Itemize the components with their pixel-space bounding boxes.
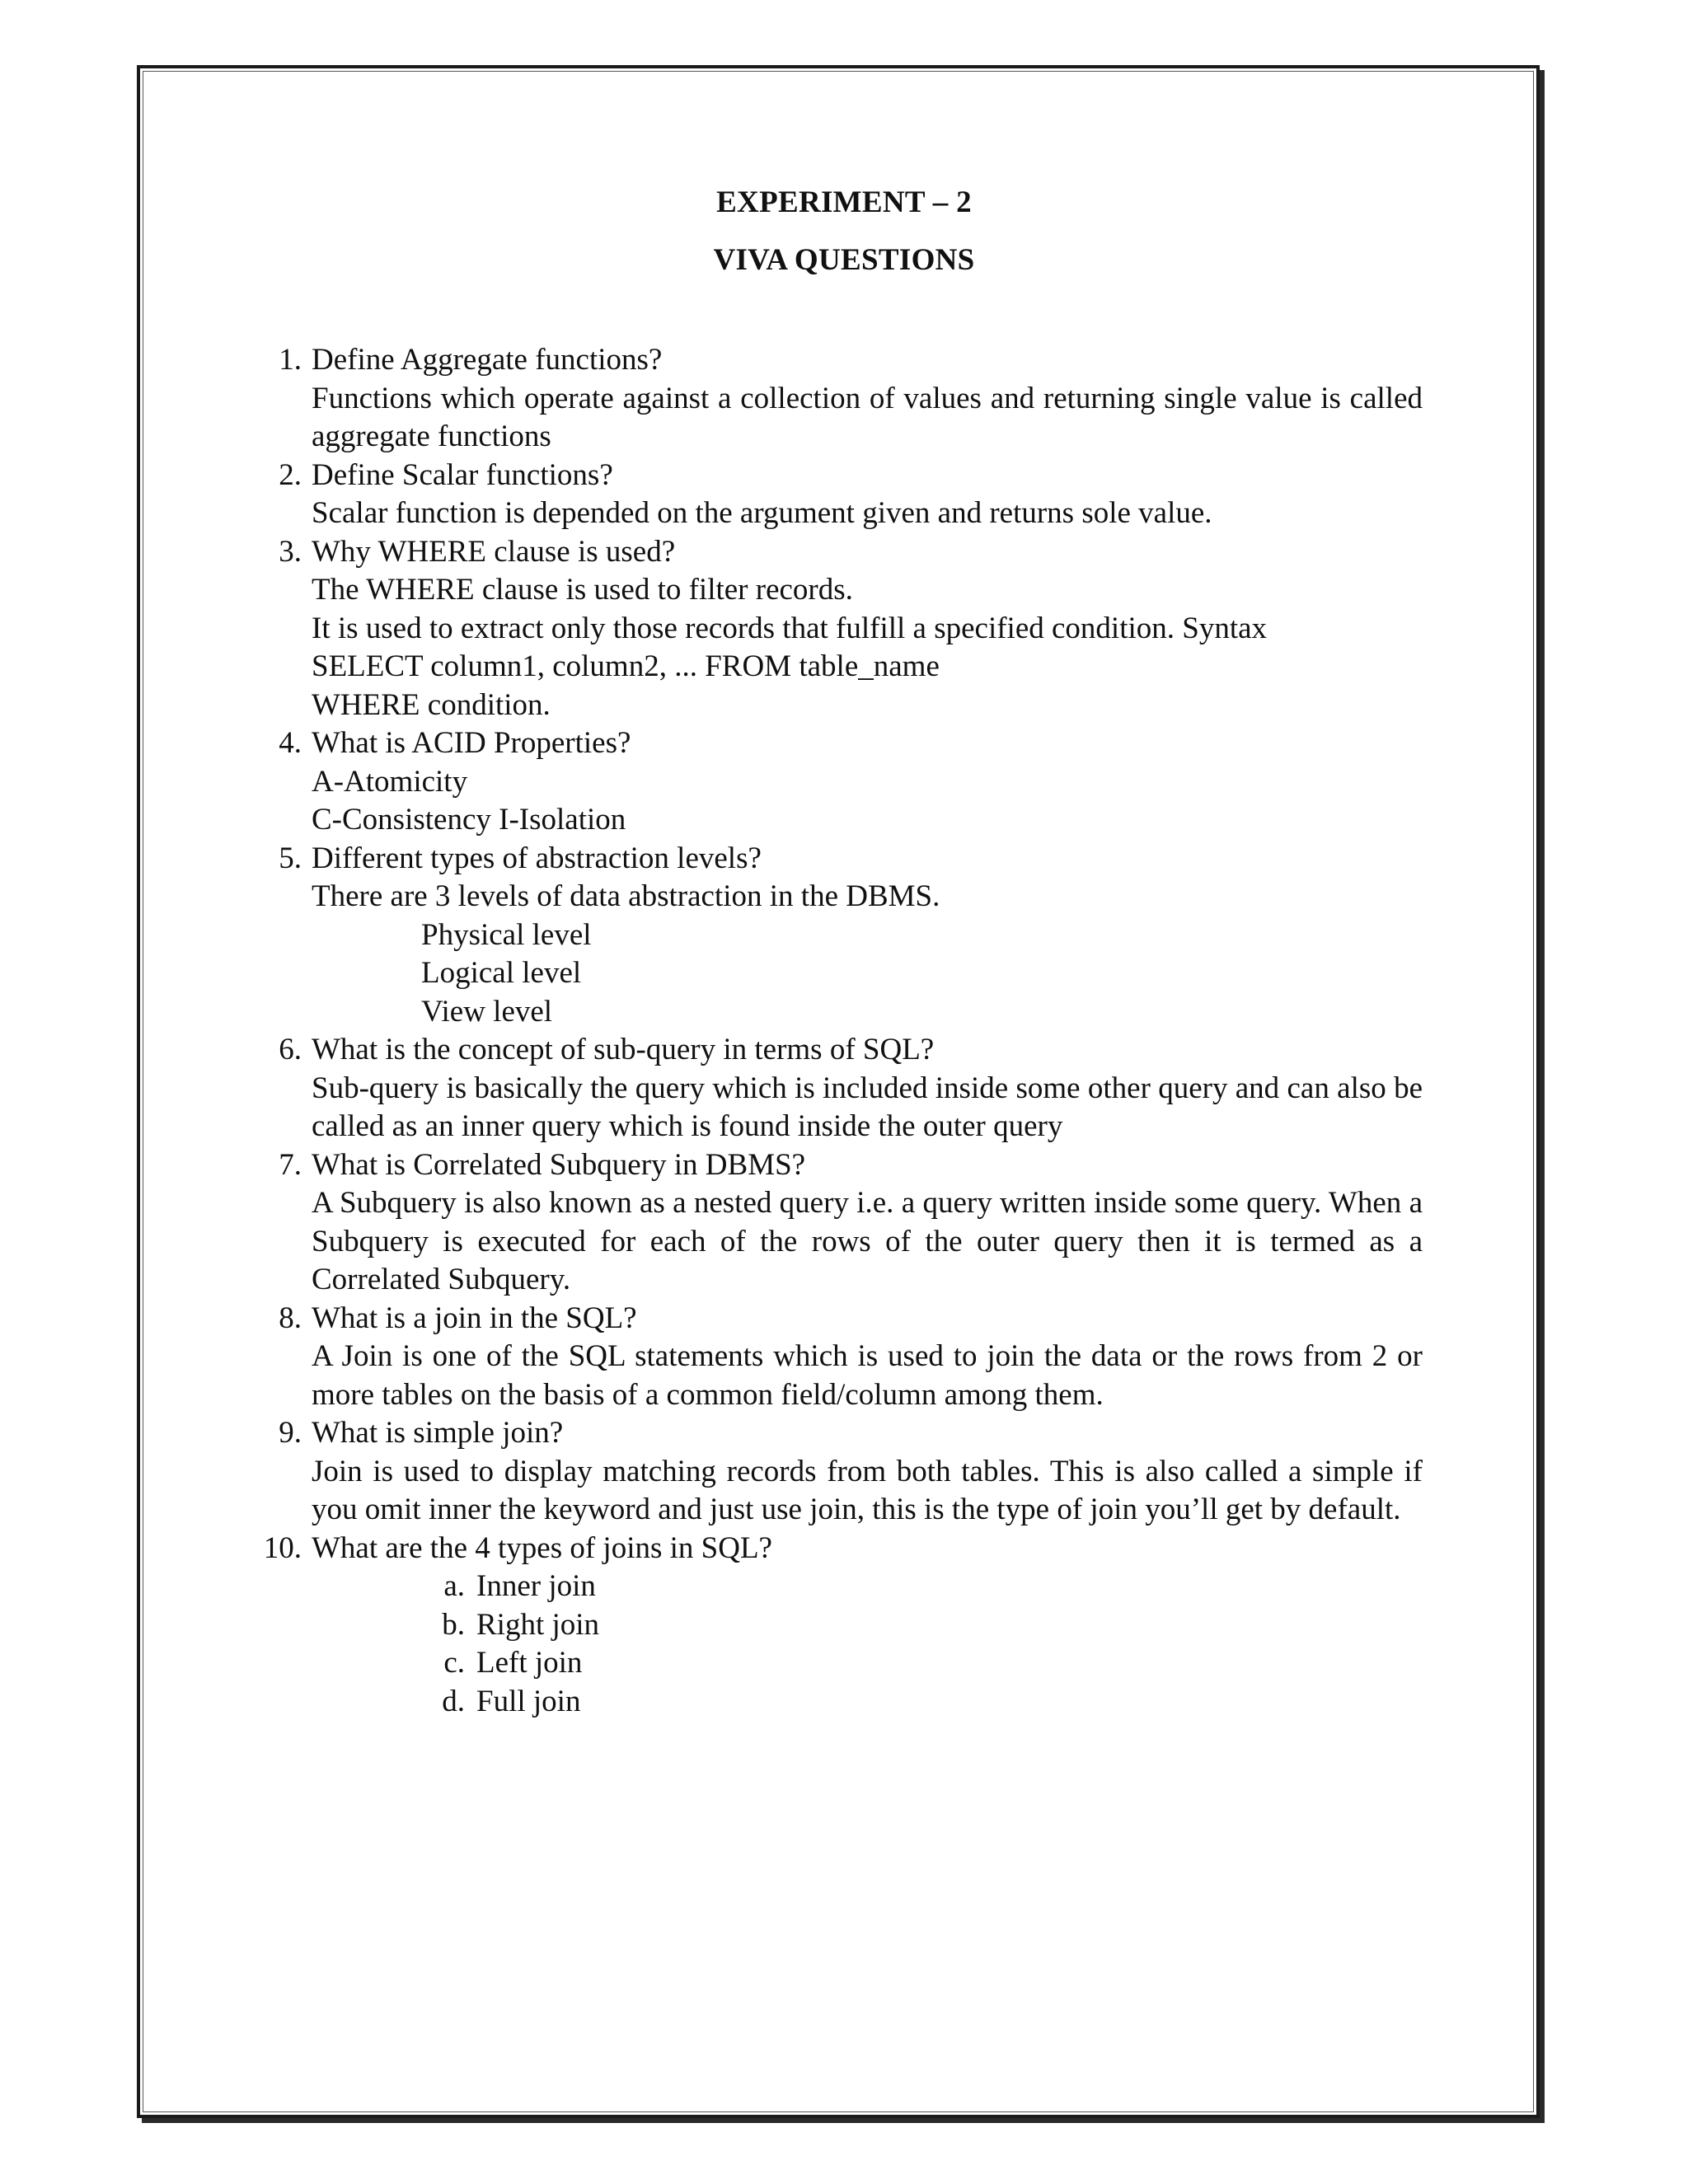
join-type-letter: a. [443,1569,465,1603]
question-number: 9. [279,1416,302,1450]
answer-line: C-Consistency I-Isolation [312,803,626,837]
answer-line: The WHERE clause is used to filter records. [312,573,853,607]
question-3 [260,533,1423,725]
join-type-item [312,1683,1423,1722]
answer-text: A Subquery is also known as a nested query i.e. a query written inside some query. When a Subquery is executed for each of the rows of the outer query then it is termed as a Correlated Subquery. [312,1186,1423,1296]
question-text: Different types of abstraction levels? [312,841,762,875]
question-text: What is the concept of sub-query in terms of SQL? [312,1033,935,1066]
question-text: What is ACID Properties? [312,726,631,760]
question-6 [260,1031,1423,1146]
join-type-label: Full join [476,1684,581,1718]
question-list [260,341,1423,1721]
question-text: Define Aggregate functions? [312,343,663,377]
join-type-item [312,1606,1423,1645]
question-number: 2. [279,457,302,492]
join-type-label: Left join [476,1646,583,1680]
join-type-label: Right join [476,1607,600,1642]
answer-text: A Join is one of the SQL statements which is used to join the data or the rows from 2 or more tables on the basis of a common field/column among them. [312,1339,1423,1412]
question-4 [260,724,1423,840]
question-8 [260,1300,1423,1415]
answer-line: It is used to extract only those records that fulfill a specified condition. Syntax [312,611,1268,645]
answer-line: A-Atomicity [312,764,468,799]
answer-line: WHERE condition. [312,687,551,722]
abstraction-level: Logical level [421,956,582,990]
question-number: 3. [279,534,302,569]
question-text: What is a join in the SQL? [312,1301,637,1335]
abstraction-level: Physical level [421,917,592,952]
answer-line: SELECT column1, column2, ... FROM table_name [312,649,940,683]
answer-text: Sub-query is basically the query which is included inside some other query and can also be called as an inner query which is found inside the outer query [312,1071,1423,1143]
question-10 [260,1530,1423,1722]
question-number: 4. [279,726,302,760]
question-text: What is simple join? [312,1416,564,1450]
answer-text: Join is used to display matching records from both tables. This is also called a simple if you omit inner the keyword and just use join, this is the type of join you’ll get by default. [312,1454,1423,1526]
question-text: Define Scalar functions? [312,457,613,492]
question-number: 6. [279,1033,302,1066]
question-number: 8. [279,1301,302,1335]
question-5 [260,840,1423,1032]
join-type-item [312,1644,1423,1683]
question-number: 7. [279,1147,302,1182]
question-2 [260,457,1423,533]
question-number: 10. [263,1530,302,1565]
answer-text: There are 3 levels of data abstraction in the DBMS. [312,879,940,913]
question-1 [260,341,1423,457]
question-number: 1. [279,343,302,377]
question-text: What is Correlated Subquery in DBMS? [312,1147,806,1182]
experiment-title: EXPERIMENT – 2 [716,185,972,219]
answer-text: Scalar function is depended on the argument given and returns sole value. [312,496,1212,530]
join-type-letter: b. [442,1607,465,1642]
question-text: Why WHERE clause is used? [312,534,676,569]
viva-questions-heading: VIVA QUESTIONS [713,243,975,277]
join-type-letter: d. [442,1684,465,1718]
join-type-item [312,1568,1423,1606]
question-9 [260,1414,1423,1530]
answer-text: Functions which operate against a collection of values and returning single value is called aggregate functions [312,381,1423,453]
join-type-letter: c. [443,1646,465,1680]
join-type-label: Inner join [476,1569,596,1603]
question-number: 5. [279,841,302,875]
question-text: What are the 4 types of joins in SQL? [312,1530,772,1565]
question-7 [260,1146,1423,1300]
abstraction-level: View level [421,994,553,1029]
